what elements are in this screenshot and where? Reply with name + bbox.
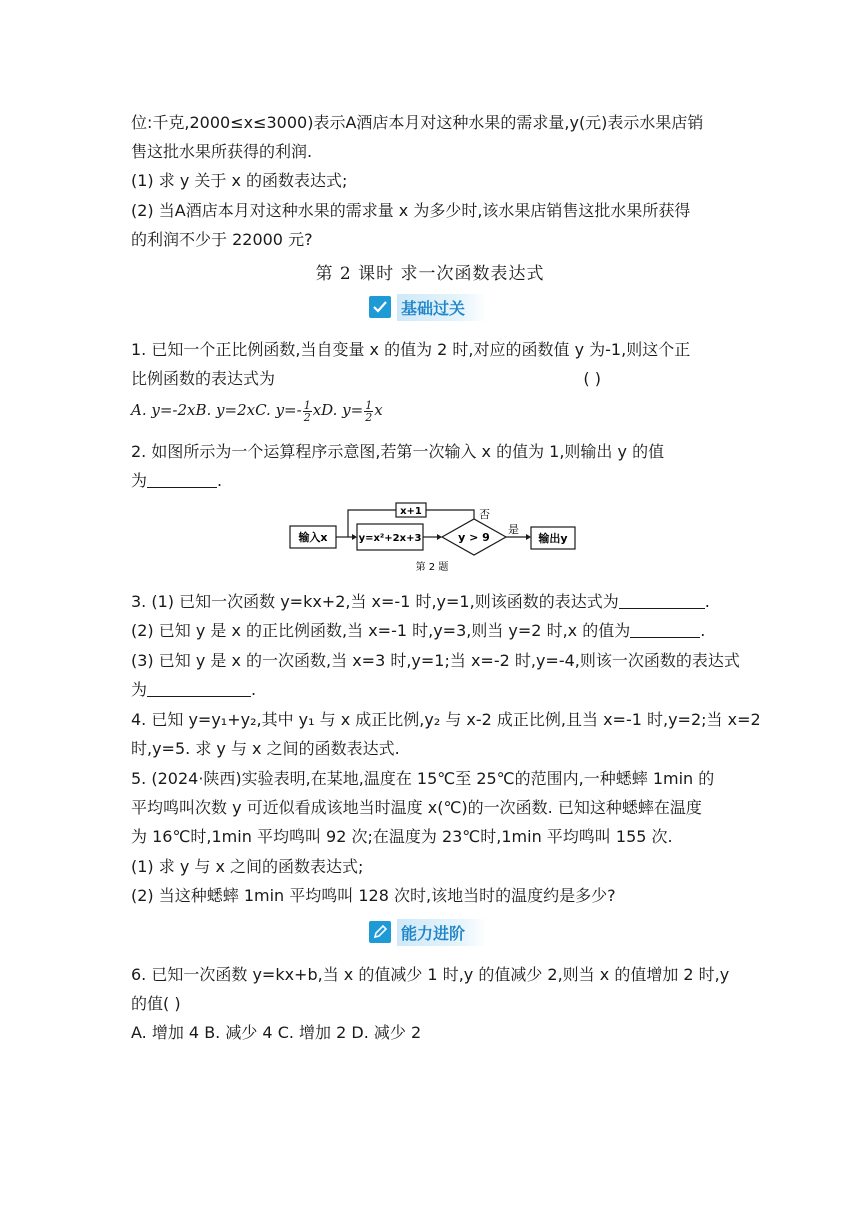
answer-blank xyxy=(619,592,705,609)
no-label: 否 xyxy=(479,508,490,521)
question-1-options xyxy=(131,399,383,423)
answer-parentheses: ( ) xyxy=(583,369,601,388)
question-5-line: 5. (2024·陕西)实验表明,在某地,温度在 15℃至 25℃的范围内,一种蟋蟀 1min 的 xyxy=(131,769,715,788)
problem-text-line: 的利润不少于 22000 元? xyxy=(131,230,313,249)
fraction-denominator: 2 xyxy=(365,410,373,424)
question-6-options: A. 增加 4 B. 减少 4 C. 增加 2 D. 减少 2 xyxy=(131,1023,422,1042)
problem-text-line: (1) 求 y 关于 x 的函数表达式; xyxy=(131,171,348,190)
question-3-text: 为 xyxy=(131,680,148,699)
question-3-line xyxy=(131,620,705,642)
question-5-line: (2) 当这种蟋蟀 1min 平均鸣叫 128 次时,该地当时的温度约是多少? xyxy=(131,886,616,905)
question-3-text: . xyxy=(704,592,710,611)
output-label: 输出y xyxy=(538,532,568,545)
question-3-line xyxy=(131,591,710,613)
section-banner-label: 基础过关 xyxy=(397,294,487,321)
option-text: xD. y= xyxy=(312,401,364,419)
problem-text-line: (2) 当A酒店本月对这种水果的需求量 x 为多少时,该水果店销售这批水果所获得 xyxy=(131,201,691,220)
question-6-line: 的值( ) xyxy=(131,994,181,1013)
question-5-line: 为 16℃时,1min 平均鸣叫 92 次;在温度为 23℃时,1min 平均鸣叫 155 次. xyxy=(131,827,673,846)
figure-caption: 第 2 题 xyxy=(415,562,449,573)
question-5-line: (1) 求 y 与 x 之间的函数表达式; xyxy=(131,857,364,876)
question-3-text: . xyxy=(700,621,706,640)
question-3-line xyxy=(131,679,256,701)
lesson-title: 第 2 课时 求一次函数表达式 xyxy=(315,264,545,284)
process-label: y=x²+2x+3 xyxy=(358,533,422,544)
loop-label: x+1 xyxy=(400,506,422,517)
question-1-line xyxy=(131,368,731,390)
input-label: 输入x xyxy=(298,531,328,544)
question-3-text: 3. (1) 已知一次函数 y=kx+2,当 x=-1 时,y=1,则该函数的表达式为 xyxy=(131,592,619,611)
question-6-line: 6. 已知一次函数 y=kx+b,当 x 的值减少 1 时,y 的值减少 2,则当 x 的值增加 2 时,y xyxy=(131,965,730,984)
answer-blank xyxy=(630,621,700,638)
question-4-line: 时,y=5. 求 y 与 x 之间的函数表达式. xyxy=(131,739,400,758)
section-banner-basics xyxy=(369,294,487,320)
pencil-edit-icon xyxy=(369,921,391,943)
question-1-line: 1. 已知一个正比例函数,当自变量 x 的值为 2 时,对应的函数值 y 为-1,则这个正 xyxy=(131,340,691,359)
section-banner-advanced xyxy=(369,919,487,945)
decision-label: y > 9 xyxy=(458,531,490,544)
question-2-line xyxy=(131,470,222,492)
pencil-check-icon xyxy=(369,296,391,318)
question-2-text: . xyxy=(217,471,223,490)
program-flowchart xyxy=(282,500,582,576)
fraction-one-half xyxy=(364,400,373,423)
answer-blank xyxy=(147,471,217,488)
question-2-line: 2. 如图所示为一个运算程序示意图,若第一次输入 x 的值为 1,则输出 y 的值 xyxy=(131,442,665,461)
fraction-denominator: 2 xyxy=(303,410,311,424)
problem-text-line: 售这批水果所获得的利润. xyxy=(131,142,313,161)
section-banner-label: 能力进阶 xyxy=(397,919,487,946)
answer-blank xyxy=(147,680,251,697)
problem-text-line: 位:千克,2000≤x≤3000)表示A酒店本月对这种水果的需求量,y(元)表示水果店销 xyxy=(131,113,704,132)
arrowhead xyxy=(352,534,357,540)
option-text: x xyxy=(374,401,383,419)
question-2-text: 为 xyxy=(131,471,148,490)
option-text: A. y=-2xB. y=2xC. y=- xyxy=(131,401,302,419)
arrowhead xyxy=(526,534,531,540)
fraction-numerator: 1 xyxy=(303,398,311,412)
yes-label: 是 xyxy=(508,523,519,536)
question-5-line: 平均鸣叫次数 y 可近似看成该地当时温度 x(℃)的一次函数. 已知这种蟋蟀在温度 xyxy=(131,798,702,817)
question-4-line: 4. 已知 y=y₁+y₂,其中 y₁ 与 x 成正比例,y₂ 与 x-2 成正比例,且当 x=-1 时,y=2;当 x=2 xyxy=(131,710,761,729)
fraction-one-half xyxy=(303,400,312,423)
question-3-line: (3) 已知 y 是 x 的一次函数,当 x=3 时,y=1;当 x=-2 时,y=-4,则该一次函数的表达式 xyxy=(131,651,740,670)
fraction-numerator: 1 xyxy=(365,398,373,412)
question-3-text: . xyxy=(251,680,257,699)
question-3-text: (2) 已知 y 是 x 的正比例函数,当 x=-1 时,y=3,则当 y=2 时,x 的值为 xyxy=(131,621,631,640)
question-1-text: 比例函数的表达式为 xyxy=(131,369,276,388)
